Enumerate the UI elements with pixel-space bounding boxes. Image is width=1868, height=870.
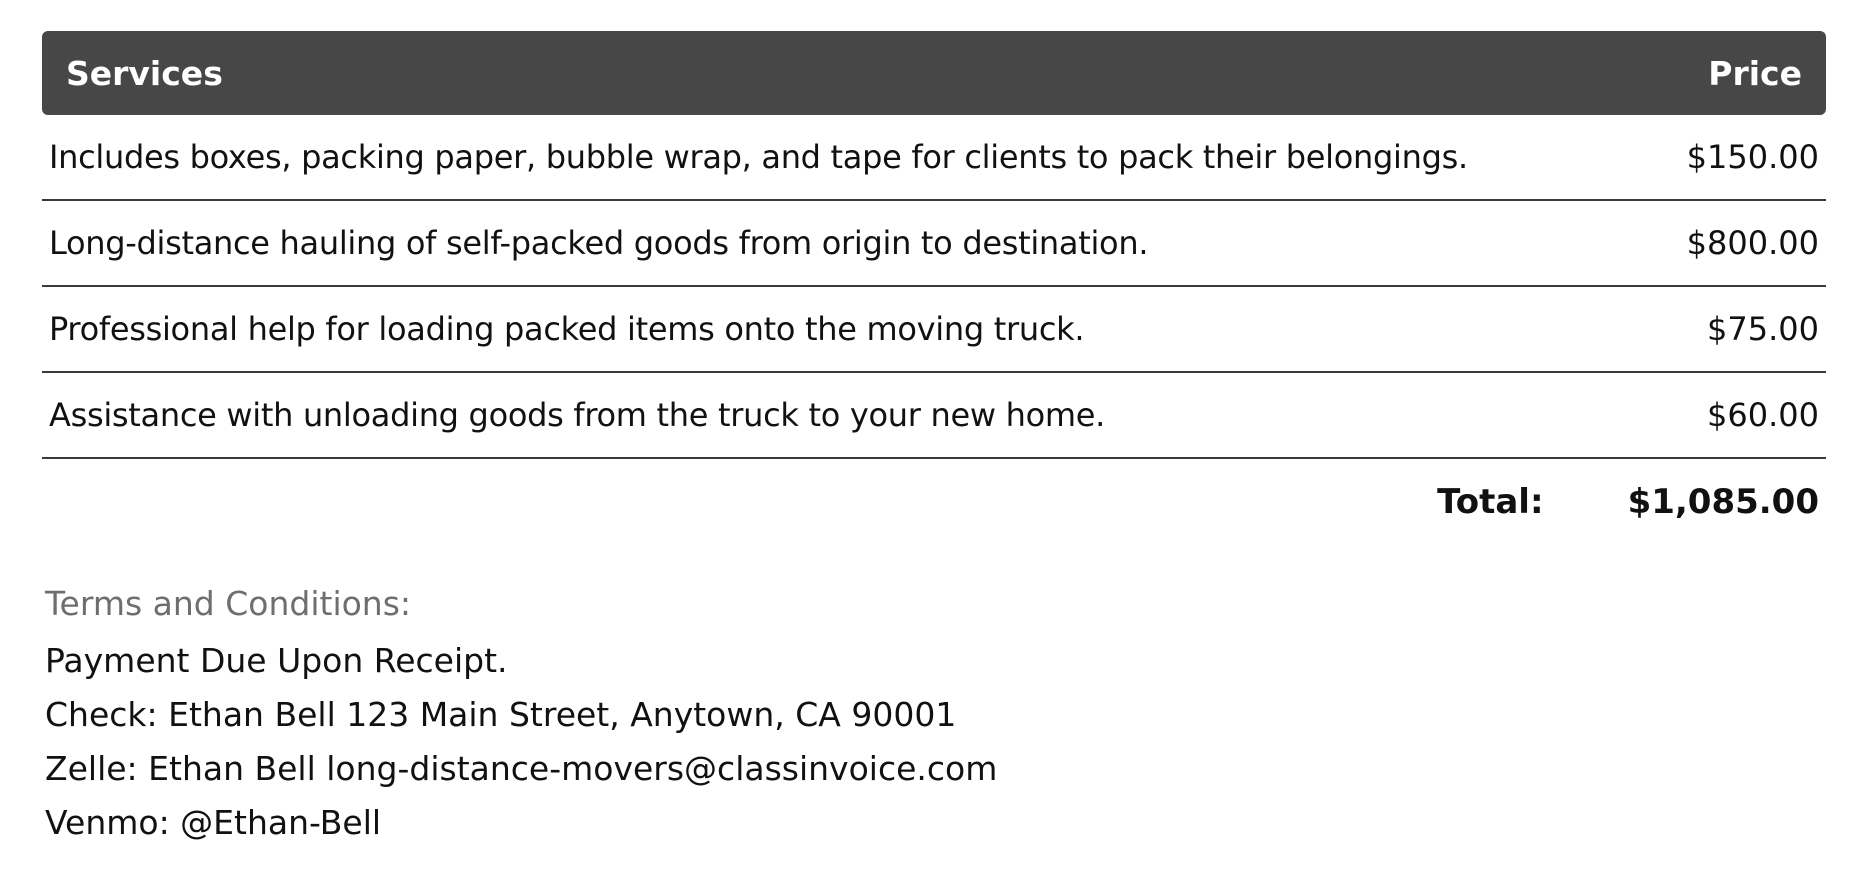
service-price: $75.00 — [1707, 310, 1819, 348]
total-label: Total: — [1437, 482, 1544, 522]
service-price: $800.00 — [1686, 224, 1819, 262]
total-row — [42, 459, 1826, 545]
terms-venmo-details: Venmo: @Ethan-Bell — [45, 803, 382, 842]
service-description: Assistance with unloading goods from the truck to your new home. — [49, 396, 1106, 434]
service-price: $60.00 — [1707, 396, 1819, 434]
terms-check-details: Check: Ethan Bell 123 Main Street, Anytown, CA 90001 — [45, 695, 957, 734]
terms-heading: Terms and Conditions: — [45, 584, 412, 623]
service-description: Long-distance hauling of self-packed goods from origin to destination. — [49, 224, 1149, 262]
price-column-header: Price — [1708, 53, 1802, 93]
table-row — [42, 287, 1826, 373]
terms-payment-due: Payment Due Upon Receipt. — [45, 641, 508, 680]
service-description: Professional help for loading packed items onto the moving truck. — [49, 310, 1085, 348]
table-row — [42, 373, 1826, 459]
services-table — [42, 31, 1826, 545]
terms-and-conditions — [45, 580, 997, 850]
table-row — [42, 201, 1826, 287]
table-header — [42, 31, 1826, 115]
services-column-header: Services — [66, 53, 223, 93]
total-value: $1,085.00 — [1627, 482, 1819, 522]
terms-zelle-details: Zelle: Ethan Bell long-distance-movers@classinvoice.com — [45, 749, 998, 788]
service-description: Includes boxes, packing paper, bubble wrap, and tape for clients to pack their belongings. — [49, 138, 1468, 176]
table-row — [42, 115, 1826, 201]
service-price: $150.00 — [1686, 138, 1819, 176]
